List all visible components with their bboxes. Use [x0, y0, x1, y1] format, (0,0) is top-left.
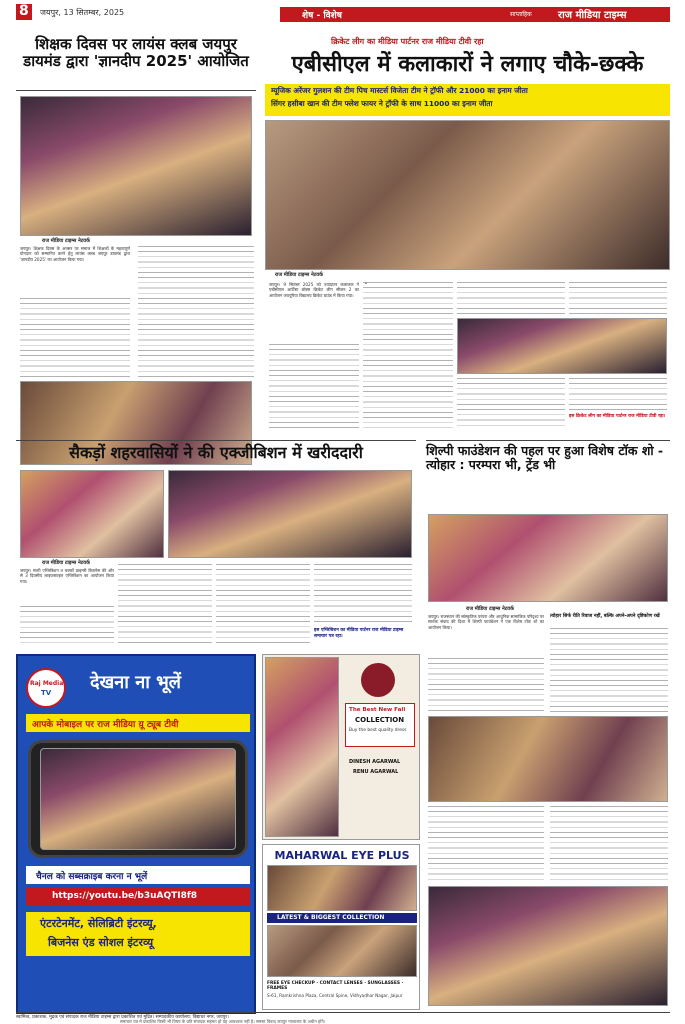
paper-label: साप्ताहिक	[510, 11, 532, 18]
story4-headline: शिल्पी फाउंडेशन की पहल पर हुआ विशेष टॉक शो - त्योहार : परम्परा भी, ट्रेंड भी	[426, 443, 664, 473]
story3-byline: राज मीडिया टाइम्स नेटवर्क	[42, 560, 90, 566]
story2-lead: जयपुर। 9 सितंबर 2025 को ज़्यादातर कलाकार ने एबीसीएल आर्टिस्ट बॉक्स क्रिकेट लीग सीजन 2 का आयोजन जयपुरिया विद्यालय क्रिकेट ग्राउंड में किया गया।	[269, 282, 359, 298]
date-line: जयपुर, 13 सितम्बर, 2025	[40, 8, 125, 17]
ad-tagline1: एंटरटेनमेंट, सेलिब्रिटी इंटरव्यू,	[40, 917, 157, 930]
story3-body-text-3	[216, 564, 310, 644]
ad-url[interactable]: https://youtu.be/b3uAQTI8f8	[52, 891, 198, 901]
paper-name: राज मीडिया टाइम्स	[558, 10, 627, 21]
story2-body-text	[269, 344, 359, 428]
story2-body-text-2	[363, 282, 453, 428]
story2-kicker: क्रिकेट लीग का मीडिया पार्टनर राज मीडिया टीवी रहा	[331, 37, 484, 46]
story-cricket-league	[265, 36, 670, 431]
ad-eye-model-photo	[267, 865, 417, 911]
ad-fashion-badge-line1: The Best New Fall	[349, 707, 406, 713]
story2-body-text-5	[457, 378, 565, 426]
story4-top-rule	[426, 440, 670, 441]
story-shilpi-foundation	[426, 440, 670, 1010]
page-header	[0, 0, 685, 26]
ad-fashion-name1: DINESH AGARWAL	[349, 759, 401, 765]
section-title: शेष - विशेष	[302, 11, 342, 21]
story4-photo-audience	[428, 886, 668, 1006]
story4-photo-stage	[428, 514, 668, 602]
story1-body-text	[20, 298, 130, 378]
story4-photo-panel	[428, 716, 668, 802]
ad-subscribe: चैनल को सब्सक्राइब करना न भूलें	[36, 872, 148, 882]
ad-logo-circle	[26, 668, 66, 708]
ad-fashion-model-photo	[265, 657, 339, 837]
story3-body-text-2	[118, 564, 212, 644]
story2-body-text-6	[569, 378, 667, 412]
ad-subline: आपके मोबाइल पर राज मीडिया य़ू ट्यूब टीवी	[32, 720, 179, 730]
story2-subhead2: सिंगर हसीबा खान की टीम फ्लेश फायर ने ट्रॉफी के साथ 11000 का इनाम जीता	[271, 99, 493, 108]
ad-eye-frames-photo	[267, 925, 417, 977]
story2-body-text-3	[457, 282, 565, 314]
story2-byline: राज मीडिया टाइम्स नेटवर्क	[275, 272, 323, 278]
footer-line2: समाचार पत्र में प्रकाशित किसी भी विषय के प्रति संपादक सहमत हो यह आवश्यक नहीं है। समस्त विवाद जयपुर न्यायालय के अधीन होंगे।	[120, 1019, 326, 1024]
story1-photo-award	[20, 96, 252, 236]
story2-body-text-4	[569, 282, 667, 314]
story-teachers-day	[16, 36, 256, 436]
story3-top-rule	[16, 440, 416, 441]
page-number: 8	[19, 3, 29, 19]
ad-eye-subtitle: LATEST & BIGGEST COLLECTION	[277, 914, 385, 921]
story2-photo-team	[265, 120, 670, 270]
ad-tagline2: बिजनेस एंड सोशल इंटरव्यू	[48, 936, 154, 949]
story1-lead: जयपुर। शिक्षक दिवस के अवसर पर समाज में शिक्षकों के महत्वपूर्ण योगदान को सम्मानित करने हेतु लायंस क्लब जयपुर डायमंड द्वारा 'ज्ञानदीप 2025' का आयोजन किया गया।	[20, 246, 130, 262]
ad-fashion-badge-line2: COLLECTION	[355, 716, 405, 724]
story4-body-text-4	[550, 806, 668, 882]
ad-logo-line2: TV	[41, 689, 52, 697]
footer-line1: स्वामित्व, प्रकाशक, मुद्रक एवं संपादक राज मीडिया टाइम्स द्वारा प्रकाशित एवं मुद्रित। सम्पादकीय कार्यालय: विद्याधर नगर, जयपुर।	[16, 1015, 229, 1020]
story3-closing-highlight: इस एग्जिबिशन का मीडिया पार्टनर राज मीडिया टाइम्स समाचार पत्र रहा।	[314, 628, 404, 639]
ad-fashion-name2: RENU AGARWAL	[353, 769, 399, 775]
ad-maharwal-eye	[262, 844, 420, 1010]
story-exhibition	[16, 440, 416, 648]
footer-rule	[16, 1012, 670, 1013]
story2-closing-highlight: इस क्रिकेट लीग का मीडिया पार्टनर राज मीडिया टीवी रहा।	[569, 414, 666, 419]
story1-byline: राज मीडिया टाइम्स नेटवर्क	[42, 238, 90, 244]
story1-headline: शिक्षक दिवस पर लायंस क्लब जयपुर डायमंड द्वारा 'ज्ञानदीप 2025' आयोजित	[23, 35, 249, 71]
story2-subhead1: म्यूजिक अरेंजर गुलशन की टीम पिच मास्टर्स विजेता टीम ने ट्रॉफी और 21000 का इनाम जीता	[271, 86, 528, 95]
story1-body-text-2	[138, 246, 254, 378]
story2-photo-winners	[457, 318, 667, 374]
story2-photo-trophy	[365, 282, 367, 284]
story4-subhead: त्योहार सिर्फ रीति रिवाज नहीं, बल्कि अपने-अपने दृष्टिकोण रखें	[550, 614, 660, 619]
story4-body-text	[428, 658, 544, 712]
ad-phone-screen	[40, 748, 236, 850]
ad-raj-media-tv	[16, 654, 256, 1014]
story3-headline: सैकड़ों शहरवासियों ने की एक्जीबिशन में खरीददारी	[69, 443, 363, 462]
story4-lead: जयपुर। राजस्थान की सांस्कृतिक परंपरा और आधुनिक सामाजिक परिदृश्य पर सार्थक संवाद की दिशा में शिल्पी फाउंडेशन ने एक विशेष टॉक शो का आयोजन किया।	[428, 614, 544, 630]
story3-photo-group	[168, 470, 412, 558]
ad-fashion-emblem	[361, 663, 395, 697]
story3-body-text	[20, 606, 114, 644]
ad-eye-address: S-61, Ramkrishna Plaza, Central Spine, Vidhyadhar Nagar, Jaipur	[267, 993, 403, 998]
story3-lead: जयपुर। मल्टी एग्जिबिशन व चक्कों प्राइमरी बिज़नेस की ओर से 3 दिवसीय लाइफस्टाइल एग्जिबिशन का आयोजन किया गया।	[20, 568, 114, 584]
story2-headline: एबीसीएल में कलाकारों ने लगाए चौके-छक्के	[291, 52, 644, 77]
story3-body-text-4	[314, 564, 412, 626]
ad-fashion	[262, 654, 420, 840]
story4-byline: राज मीडिया टाइम्स नेटवर्क	[466, 606, 514, 612]
story4-body-text-3	[428, 806, 544, 882]
ad-eye-services: FREE EYE CHECKUP · CONTACT LENSES · SUNGLASSES · FRAMES	[267, 981, 404, 991]
story4-body-text-2	[550, 628, 668, 712]
ad-fashion-badge-line3: Buy the best quality dress	[349, 728, 407, 733]
ad-eye-title: MAHARWAL EYE PLUS	[274, 849, 410, 862]
ad-logo-line1: Raj Media	[30, 680, 64, 687]
story1-rule	[16, 90, 256, 91]
story3-photo-left	[20, 470, 164, 558]
ad-headline: देखना ना भूलें	[90, 672, 181, 693]
